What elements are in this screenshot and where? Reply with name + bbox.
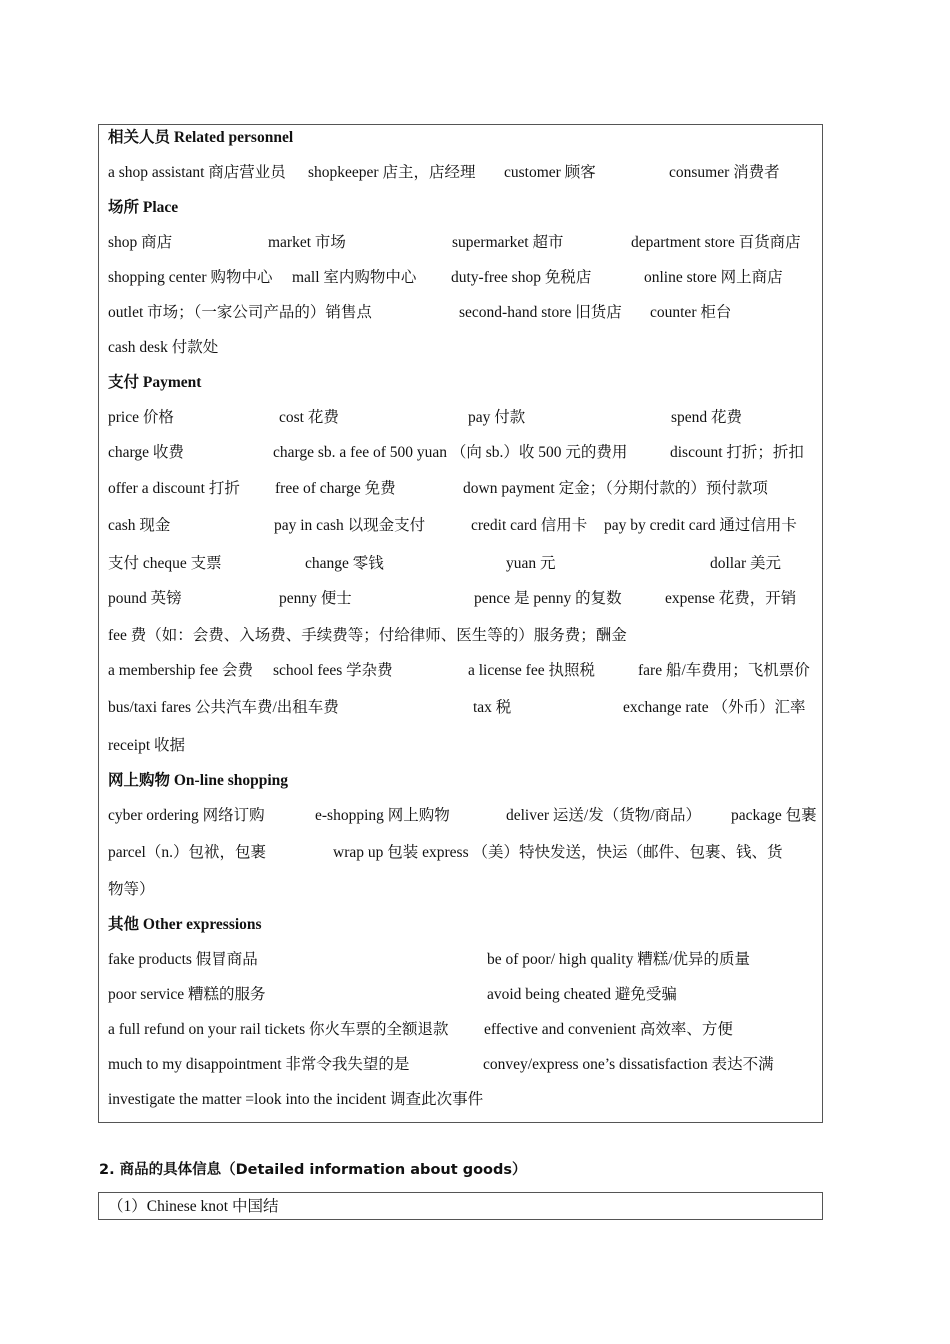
vocab-row-other-5: investigate the matter =look into the incident 调查此次事件 [108, 1091, 484, 1108]
vocab-row-payment-6 [108, 587, 822, 611]
vocab-item: credit card 信用卡 [471, 517, 588, 534]
vocab-row-payment-4 [108, 514, 822, 538]
vocab-item: poor service 糟糕的服务 [108, 986, 266, 1003]
vocab-item: dollar 美元 [710, 555, 782, 572]
vocab-item: a membership fee 会费 [108, 662, 254, 679]
vocab-item: be of poor/ high quality 糟糕/优异的质量 [487, 951, 751, 968]
vocab-item: 支付 cheque 支票 [108, 555, 222, 572]
goods-table [98, 1192, 823, 1220]
vocab-row-online-1 [108, 804, 822, 828]
vocab-item: shopkeeper 店主，店经理 [308, 164, 476, 181]
vocab-item: expense 花费，开销 [665, 590, 797, 607]
vocab-item: pay 付款 [468, 409, 526, 426]
vocab-item: market 市场 [268, 234, 346, 251]
heading-place: 场所 Place [108, 199, 179, 216]
vocabulary-table [98, 124, 823, 1123]
vocab-item: price 价格 [108, 409, 174, 426]
vocab-item: counter 柜台 [650, 304, 732, 321]
vocab-item: a full refund on your rail tickets 你火车票的全额退款 [108, 1021, 449, 1038]
vocab-row-place-4: cash desk 付款处 [108, 339, 219, 356]
vocab-item: wrap up 包装 express （美）特快发送，快运（邮件、包裹、钱、货 [333, 844, 783, 861]
heading-related-personnel: 相关人员 Related personnel [108, 129, 294, 146]
vocab-item: consumer 消费者 [669, 164, 780, 181]
vocab-item: tax 税 [473, 699, 512, 716]
vocab-row-payment-10: receipt 收据 [108, 737, 186, 754]
vocab-item: parcel（n.）包袱，包裹 [108, 844, 266, 861]
vocab-item: customer 顾客 [504, 164, 596, 181]
vocab-row-payment-9 [108, 696, 822, 720]
vocab-row-payment-5 [108, 552, 822, 576]
vocab-row-other-4 [108, 1053, 822, 1077]
vocab-item: avoid being cheated 避免受骗 [487, 986, 677, 1003]
vocab-row-personnel [108, 161, 822, 185]
vocab-item: cash 现金 [108, 517, 171, 534]
vocab-item: free of charge 免费 [275, 480, 396, 497]
vocab-item: change 零钱 [305, 555, 384, 572]
vocab-item: discount 打折；折扣 [670, 444, 804, 461]
vocab-item: penny 便士 [279, 590, 352, 607]
heading-online-shopping: 网上购物 On-line shopping [108, 772, 289, 789]
vocab-item: charge sb. a fee of 500 yuan （向 sb.）收 500 元的费用 [273, 444, 628, 461]
vocab-item: supermarket 超市 [452, 234, 564, 251]
vocab-item: bus/taxi fares 公共汽车费/出租车费 [108, 699, 339, 716]
vocab-item: convey/express one’s dissatisfaction 表达不满 [483, 1056, 774, 1073]
vocab-item: spend 花费 [671, 409, 743, 426]
vocab-item: down payment 定金；（分期付款的）预付款项 [463, 480, 768, 497]
vocab-item: department store 百货商店 [631, 234, 801, 251]
vocab-item: outlet 市场；（一家公司产品的）销售点 [108, 304, 372, 321]
vocab-row-payment-8 [108, 659, 822, 683]
vocab-item: deliver 运送/发（货物/商品） [506, 807, 702, 824]
vocab-row-place-2 [108, 266, 822, 290]
vocab-item: mall 室内购物中心 [292, 269, 417, 286]
vocab-row-place-3 [108, 301, 822, 325]
vocab-item: school fees 学杂费 [273, 662, 393, 679]
vocab-item: cyber ordering 网络订购 [108, 807, 265, 824]
vocab-item: second-hand store 旧货店 [459, 304, 622, 321]
vocab-item: pound 英镑 [108, 590, 182, 607]
vocab-row-other-2 [108, 983, 822, 1007]
vocab-item: shopping center 购物中心 [108, 269, 273, 286]
vocab-row-online-2 [108, 841, 822, 865]
vocab-item: much to my disappointment 非常令我失望的是 [108, 1056, 410, 1073]
vocab-item: package 包裹 [731, 807, 817, 824]
vocab-item: offer a discount 打折 [108, 480, 240, 497]
vocab-item: yuan 元 [506, 555, 556, 572]
vocab-row-online-3: 物等） [108, 881, 155, 898]
vocab-item: fare 船/车费用；飞机票价 [638, 662, 810, 679]
vocab-row-place-1 [108, 231, 822, 255]
vocab-item: pay by credit card 通过信用卡 [604, 517, 797, 534]
vocab-item: cost 花费 [279, 409, 339, 426]
vocab-row-payment-2 [108, 441, 822, 465]
section-2-title: 2. 商品的具体信息（Detailed information about goods） [99, 1162, 527, 1178]
vocab-row-other-3 [108, 1018, 822, 1042]
vocab-item: e-shopping 网上购物 [315, 807, 450, 824]
vocab-row-other-1 [108, 948, 822, 972]
vocab-row-payment-3 [108, 477, 822, 501]
vocab-item: charge 收费 [108, 444, 184, 461]
vocab-row-payment-1 [108, 406, 822, 430]
vocab-row-payment-7: fee 费（如：会费、入场费、手续费等；付给律师、医生等的）服务费；酬金 [108, 627, 627, 644]
vocab-item: shop 商店 [108, 234, 173, 251]
goods-item-chinese-knot: （1）Chinese knot 中国结 [108, 1198, 279, 1215]
vocab-item: fake products 假冒商品 [108, 951, 258, 968]
vocab-item: online store 网上商店 [644, 269, 783, 286]
vocab-item: a shop assistant 商店营业员 [108, 164, 286, 181]
vocab-item: a license fee 执照税 [468, 662, 595, 679]
vocab-item: duty-free shop 免税店 [451, 269, 592, 286]
heading-payment: 支付 Payment [108, 374, 202, 391]
vocab-item: pay in cash 以现金支付 [274, 517, 426, 534]
vocab-item: pence 是 penny 的复数 [474, 590, 622, 607]
vocab-item: effective and convenient 高效率、方便 [484, 1021, 733, 1038]
heading-other-expressions: 其他 Other expressions [108, 916, 262, 933]
vocab-item: exchange rate （外币）汇率 [623, 699, 806, 716]
